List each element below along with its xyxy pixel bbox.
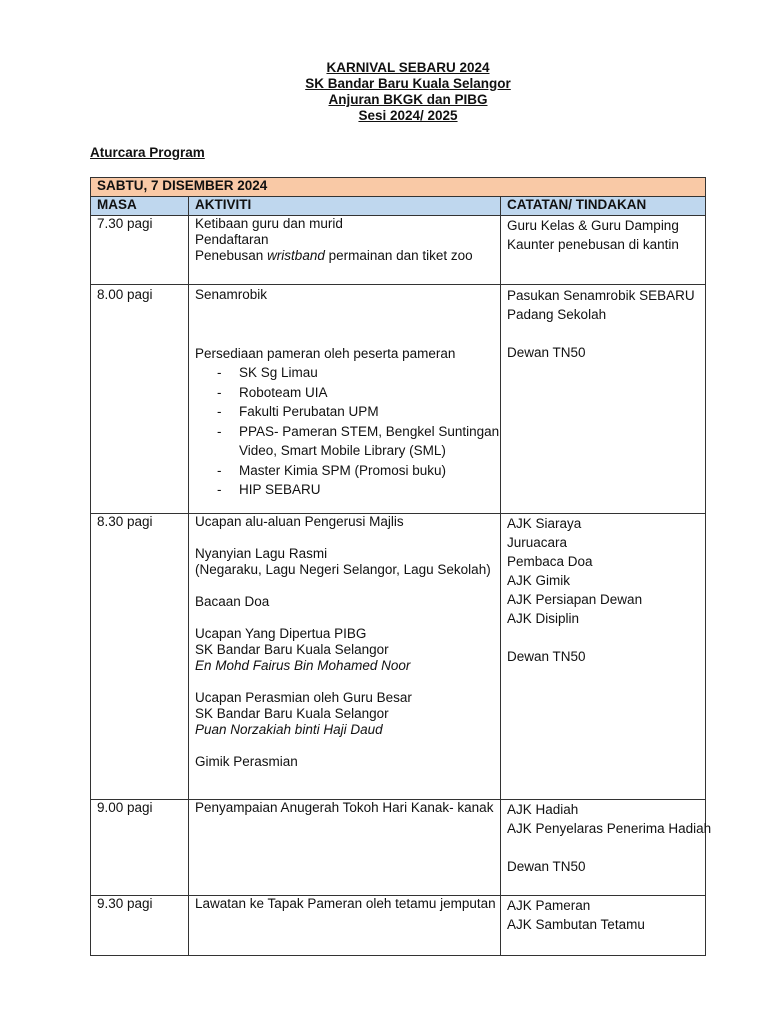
time-cell: 9.00 pagi [91,800,189,896]
activity-cell [189,216,501,285]
activity-line: Ucapan Yang Dipertua PIBG [195,626,367,641]
notes-line: Dewan TN50 [507,345,586,360]
time-cell: 8.30 pagi [91,514,189,800]
list-item-label: Roboteam UIA [239,384,328,400]
notes-line: AJK Persiapan Dewan [507,592,643,607]
activity-line: Nyanyian Lagu Rasmi [195,546,328,561]
dash-icon: - [217,365,222,380]
spacer [507,324,699,343]
spacer [195,738,494,754]
dash-icon: - [217,423,222,439]
activity-line: Ketibaan guru dan murid [195,216,343,231]
activity-text: permainan dan tiket zoo [324,248,473,263]
dash-icon: - [217,384,222,400]
activity-line: Ucapan Perasmian oleh Guru Besar [195,690,412,705]
list-item-label: HIP SEBARU [239,482,321,497]
activity-cell [189,285,501,514]
notes-line: AJK Siaraya [507,516,582,531]
list-item-continuation [195,441,494,461]
spacer [195,303,494,344]
notes-cell [501,216,706,285]
activity-cell [189,800,501,896]
activity-line: (Negaraku, Lagu Negeri Selangor, Lagu Sekolah) [195,562,491,577]
activity-line: Penyampaian Anugerah Tokoh Hari Kanak- kanak [195,800,494,815]
notes-cell [501,514,706,800]
list-item [195,461,494,481]
list-item-label: SK Sg Limau [239,365,318,380]
activity-cell [189,896,501,956]
time-cell: 9.30 pagi [91,896,189,956]
notes-line: Padang Sekolah [507,307,607,322]
activity-line: SK Bandar Baru Kuala Selangor [195,642,389,657]
spacer [507,838,699,857]
school-name: SK Bandar Baru Kuala Selangor [305,76,511,91]
notes-line: Dewan TN50 [507,859,586,874]
date-cell: SABTU, 7 DISEMBER 2024 [91,178,706,197]
list-item [195,383,494,403]
activity-line: Persediaan pameran oleh peserta pameran [195,346,456,361]
dash-icon: - [217,404,222,419]
table-row [91,800,706,896]
notes-line: AJK Sambutan Tetamu [507,917,645,932]
activity-line: Ucapan alu-aluan Pengerusi Majlis [195,514,404,529]
table-header-row [91,197,706,216]
program-table [90,177,712,956]
document-header [0,60,768,124]
activity-text: Penebusan [195,248,268,263]
list-item [195,402,494,422]
list-item-label: PPAS- Pameran STEM, Bengkel Suntingan [239,423,500,439]
notes-line: Kaunter penebusan di kantin [507,237,679,252]
notes-line: Juruacara [507,535,568,550]
notes-line: Dewan TN50 [507,649,586,664]
notes-line: AJK Disiplin [507,611,580,626]
table-row [91,514,706,800]
spacer [195,610,494,626]
notes-cell [501,896,706,956]
activity-line: Senamrobik [195,287,268,302]
activity-line: SK Bandar Baru Kuala Selangor [195,706,389,721]
spacer [507,628,699,647]
table-row [91,285,706,514]
column-header-activity: AKTIVITI [189,197,501,216]
time-cell: 8.00 pagi [91,285,189,514]
time-cell: 7.30 pagi [91,216,189,285]
notes-line: Guru Kelas & Guru Damping [507,218,679,233]
table-row [91,896,706,956]
list-item-label: Master Kimia SPM (Promosi buku) [239,462,447,478]
notes-line: Pasukan Senamrobik SEBARU [507,288,695,303]
dash-icon: - [217,482,222,497]
notes-line: Pembaca Doa [507,554,593,569]
activity-line: Gimik Perasmian [195,754,298,769]
notes-line: AJK Penyelaras Penerima Hadiah [507,821,712,836]
list-item [195,363,494,383]
column-header-time: MASA [91,197,189,216]
session-line: Sesi 2024/ 2025 [358,108,458,123]
spacer [195,578,494,594]
list-item [195,480,494,500]
activity-italic-text: wristband [267,248,325,263]
date-row [91,178,706,197]
section-title: Aturcara Program [90,145,205,160]
activity-line: Pendaftaran [195,232,269,247]
activity-line: Lawatan ke Tapak Pameran oleh tetamu jemputan [195,896,496,911]
event-title: KARNIVAL SEBARU 2024 [326,60,490,75]
organizer-line: Anjuran BKGK dan PIBG [328,92,488,107]
activity-line-italic: Puan Norzakiah binti Haji Daud [195,722,383,737]
notes-line: AJK Gimik [507,573,571,588]
activity-line [195,248,494,264]
list-item-label: Video, Smart Mobile Library (SML) [239,443,446,458]
notes-cell [501,285,706,514]
activity-cell [189,514,501,800]
list-item-label: Fakulti Perubatan UPM [239,404,379,419]
exhibitor-list [195,363,500,500]
activity-line-italic: En Mohd Fairus Bin Mohamed Noor [195,658,411,673]
notes-line: AJK Pameran [507,898,591,913]
spacer [195,530,494,546]
activity-line: Bacaan Doa [195,594,270,609]
column-header-notes: CATATAN/ TINDAKAN [501,197,706,216]
notes-line: AJK Hadiah [507,802,579,817]
spacer [195,674,494,690]
notes-cell [501,800,712,896]
list-item [195,422,500,442]
dash-icon: - [217,462,222,478]
table-row [91,216,706,285]
